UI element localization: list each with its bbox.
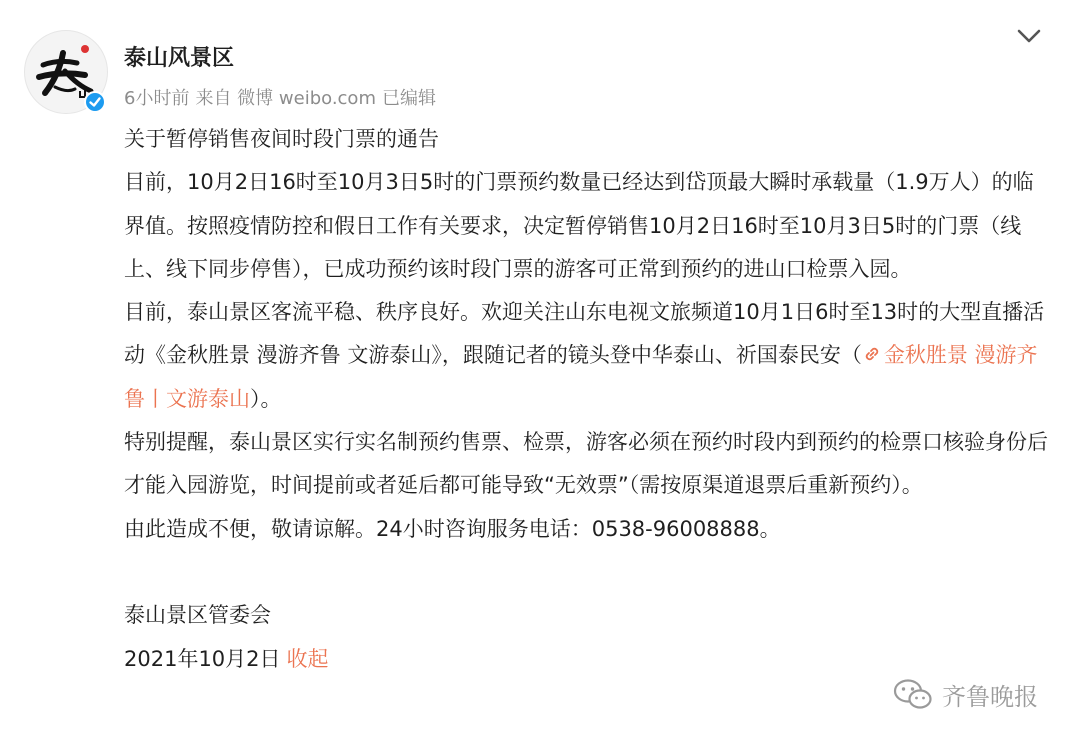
post-content [124, 118, 1054, 681]
post-signature: 泰山景区管委会 [124, 603, 271, 628]
link-icon [862, 344, 882, 364]
verified-badge-icon [84, 91, 106, 113]
post-meta [124, 86, 442, 112]
watermark [892, 674, 1038, 714]
post-time[interactable]: 6小时前 [124, 88, 190, 109]
wechat-logo-icon [892, 677, 934, 711]
post-paragraph-2-end: ）。 [250, 386, 282, 411]
post-paragraph-2-text: 目前，泰山景区客流平稳、秩序良好。欢迎关注山东电视文旅频道10月1日6时至13时的大型直播活动《金秋胜景 漫游齐鲁 文游泰山》，跟随记者的镜头登中华泰山、祈国泰民安（ [124, 300, 1045, 368]
post-source: 来自 微博 weibo.com [195, 88, 376, 109]
edited-label[interactable]: 已编辑 [381, 88, 436, 109]
post-paragraph-4: 由此造成不便，敬请谅解。24小时咨询服务电话：0538-96008888。 [124, 516, 781, 541]
post-paragraph-1: 目前，10月2日16时至10月3日5时的门票预约数量已经达到岱顶最大瞬时承载量（1.9万人）的临界值。按照疫情防控和假日工作有关要求，决定暂停销售10月2日16时至10月3日5时的门票（线上、线下同步停售），已成功预约该时段门票的游客可正常到预约的进山口检票入园。 [124, 170, 1034, 281]
blank-line [124, 551, 1054, 594]
username[interactable]: 泰山风景区 [124, 46, 235, 71]
watermark-text: 齐鲁晚报 [942, 682, 1038, 711]
post-paragraph-3: 特别提醒，泰山景区实行实名制预约售票、检票，游客必须在预约时段内到预约的检票口核验身份后才能入园游览，时间提前或者延后都可能导致“无效票”（需按原渠道退票后重新预约）。 [124, 430, 1048, 498]
topic-link-text[interactable]: 金秋胜景 漫游齐鲁丨文游泰山 [124, 343, 1038, 411]
chevron-down-icon[interactable] [1014, 24, 1044, 48]
post-date: 2021年10月2日 [124, 646, 281, 671]
post-title: 关于暂停销售夜间时段门票的通告 [124, 127, 439, 151]
collapse-button[interactable]: 收起 [286, 646, 329, 671]
post-paragraph-2 [124, 291, 1054, 421]
